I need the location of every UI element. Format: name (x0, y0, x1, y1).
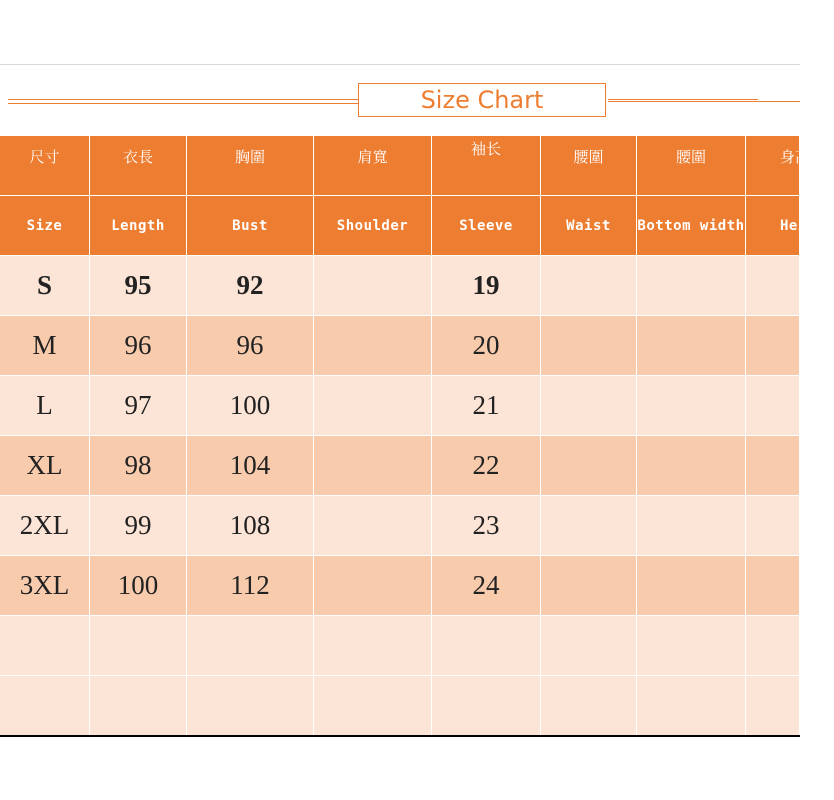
height-cell (746, 316, 800, 376)
title-line-right-2 (608, 101, 800, 102)
bust-cell: 108 (187, 496, 314, 556)
header-en-shoulder: Shoulder (314, 196, 432, 256)
length-cell: 97 (90, 376, 187, 436)
header-en-sleeve: Sleeve (432, 196, 541, 256)
header-en-bottom-width: Bottom width (637, 196, 746, 256)
bust-cell: 112 (187, 556, 314, 616)
sleeve-cell: 20 (432, 316, 541, 376)
waist-cell (541, 436, 637, 496)
top-divider (0, 64, 800, 65)
header-row-english (0, 196, 834, 256)
length-cell: 99 (90, 496, 187, 556)
bottom-width-cell (637, 316, 746, 376)
header-en-size: Size (0, 196, 90, 256)
sleeve-cell: 22 (432, 436, 541, 496)
header-cn-waist: 腰圍 (541, 136, 637, 196)
size-chart-table (0, 136, 834, 736)
waist-cell (541, 256, 637, 316)
header-en-waist: Waist (541, 196, 637, 256)
height-cell (746, 376, 800, 436)
sleeve-cell: 24 (432, 556, 541, 616)
header-cn-bottom-width: 腰圍 (637, 136, 746, 196)
bust-cell: 92 (187, 256, 314, 316)
shoulder-cell (314, 616, 432, 676)
size-cell: XL (0, 436, 90, 496)
waist-cell (541, 676, 637, 736)
waist-cell (541, 496, 637, 556)
bust-cell: 96 (187, 316, 314, 376)
title-line-left (8, 99, 358, 100)
shoulder-cell (314, 376, 432, 436)
size-cell: 3XL (0, 556, 90, 616)
shoulder-cell (314, 556, 432, 616)
header-en-height: Height (746, 196, 800, 256)
header-cn-sleeve: 袖长 (432, 136, 541, 196)
header-cn-length: 衣長 (90, 136, 187, 196)
shoulder-cell (314, 256, 432, 316)
title-line-left-2 (8, 103, 358, 104)
header-cn-shoulder: 肩寬 (314, 136, 432, 196)
table-row (0, 556, 800, 616)
size-cell: S (0, 256, 90, 316)
waist-cell (541, 556, 637, 616)
table-row (0, 316, 800, 376)
shoulder-cell (314, 316, 432, 376)
header-cn-bust: 胸圍 (187, 136, 314, 196)
header-cn-size: 尺寸 (0, 136, 90, 196)
header-en-bust: Bust (187, 196, 314, 256)
bust-cell: 104 (187, 436, 314, 496)
title-line-right (608, 99, 758, 100)
length-cell: 100 (90, 556, 187, 616)
bust-cell (187, 616, 314, 676)
height-cell (746, 616, 800, 676)
shoulder-cell (314, 676, 432, 736)
bottom-width-cell (637, 436, 746, 496)
height-cell (746, 496, 800, 556)
sleeve-cell: 21 (432, 376, 541, 436)
bottom-width-cell (637, 376, 746, 436)
size-cell: 2XL (0, 496, 90, 556)
size-cell (0, 616, 90, 676)
bust-cell (187, 676, 314, 736)
table-row (0, 616, 800, 676)
sleeve-cell (432, 616, 541, 676)
height-cell (746, 556, 800, 616)
table-row (0, 256, 800, 316)
header-row-chinese (0, 136, 811, 196)
sleeve-cell (432, 676, 541, 736)
size-cell: M (0, 316, 90, 376)
bottom-width-cell (637, 256, 746, 316)
bottom-width-cell (637, 556, 746, 616)
length-cell: 98 (90, 436, 187, 496)
waist-cell (541, 616, 637, 676)
size-cell (0, 676, 90, 736)
table-row (0, 376, 800, 436)
shoulder-cell (314, 436, 432, 496)
table-row (0, 436, 800, 496)
height-cell (746, 256, 800, 316)
bottom-divider (0, 735, 800, 737)
header-en-length: Length (90, 196, 187, 256)
table-row (0, 676, 800, 736)
sleeve-cell: 19 (432, 256, 541, 316)
length-cell (90, 676, 187, 736)
shoulder-cell (314, 496, 432, 556)
size-cell: L (0, 376, 90, 436)
height-cell (746, 436, 800, 496)
size-chart-title: Size Chart (358, 83, 606, 117)
header-cn-height: 身高 (746, 136, 800, 196)
waist-cell (541, 316, 637, 376)
sleeve-cell: 23 (432, 496, 541, 556)
waist-cell (541, 376, 637, 436)
table-row (0, 496, 800, 556)
height-cell (746, 676, 800, 736)
bottom-width-cell (637, 496, 746, 556)
bottom-width-cell (637, 676, 746, 736)
bottom-width-cell (637, 616, 746, 676)
length-cell: 95 (90, 256, 187, 316)
length-cell (90, 616, 187, 676)
bust-cell: 100 (187, 376, 314, 436)
length-cell: 96 (90, 316, 187, 376)
